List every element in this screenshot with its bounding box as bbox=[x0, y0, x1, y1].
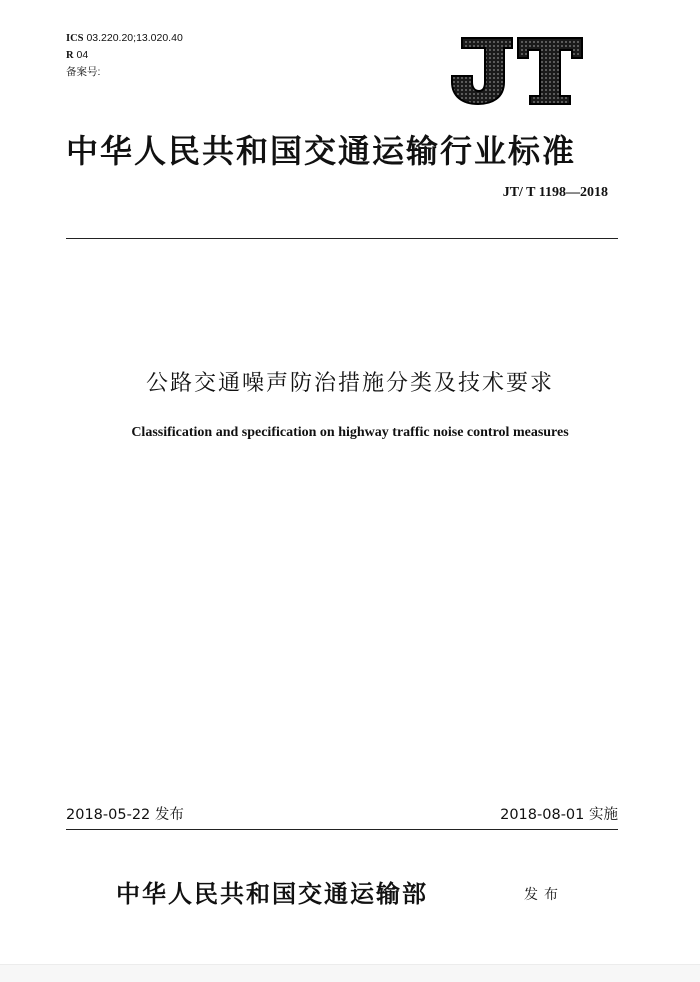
class-value: 04 bbox=[76, 49, 89, 61]
jt-logo-icon bbox=[448, 36, 584, 106]
effective-date: 2018-08-01 实施 bbox=[500, 807, 618, 823]
document-title-cn: 公路交通噪声防治措施分类及技术要求 bbox=[145, 371, 554, 396]
publish-date: 2018-05-22 发布 bbox=[66, 807, 184, 823]
industry-standard-title: 中华人民共和国交通运输行业标准 bbox=[66, 132, 577, 170]
issuing-authority: 中华人民共和国交通运输部 bbox=[116, 879, 428, 908]
record-label: 备案号: bbox=[66, 66, 101, 78]
issue-label: 发布 bbox=[524, 887, 564, 903]
footer-divider bbox=[66, 829, 618, 830]
ics-label: ICS bbox=[66, 33, 84, 44]
classification-block bbox=[66, 30, 183, 81]
record-number bbox=[66, 64, 183, 81]
standard-number: JT/ T 1198—2018 bbox=[502, 185, 608, 200]
ics-code bbox=[66, 30, 183, 47]
ics-value: 03.220.20;13.020.40 bbox=[86, 32, 183, 44]
class-code bbox=[66, 47, 183, 64]
document-title-en: Classification and specification on highway traffic noise control measures bbox=[131, 425, 569, 440]
class-label: R bbox=[66, 50, 74, 61]
header-divider bbox=[66, 238, 618, 239]
page-bottom-edge bbox=[0, 964, 700, 982]
